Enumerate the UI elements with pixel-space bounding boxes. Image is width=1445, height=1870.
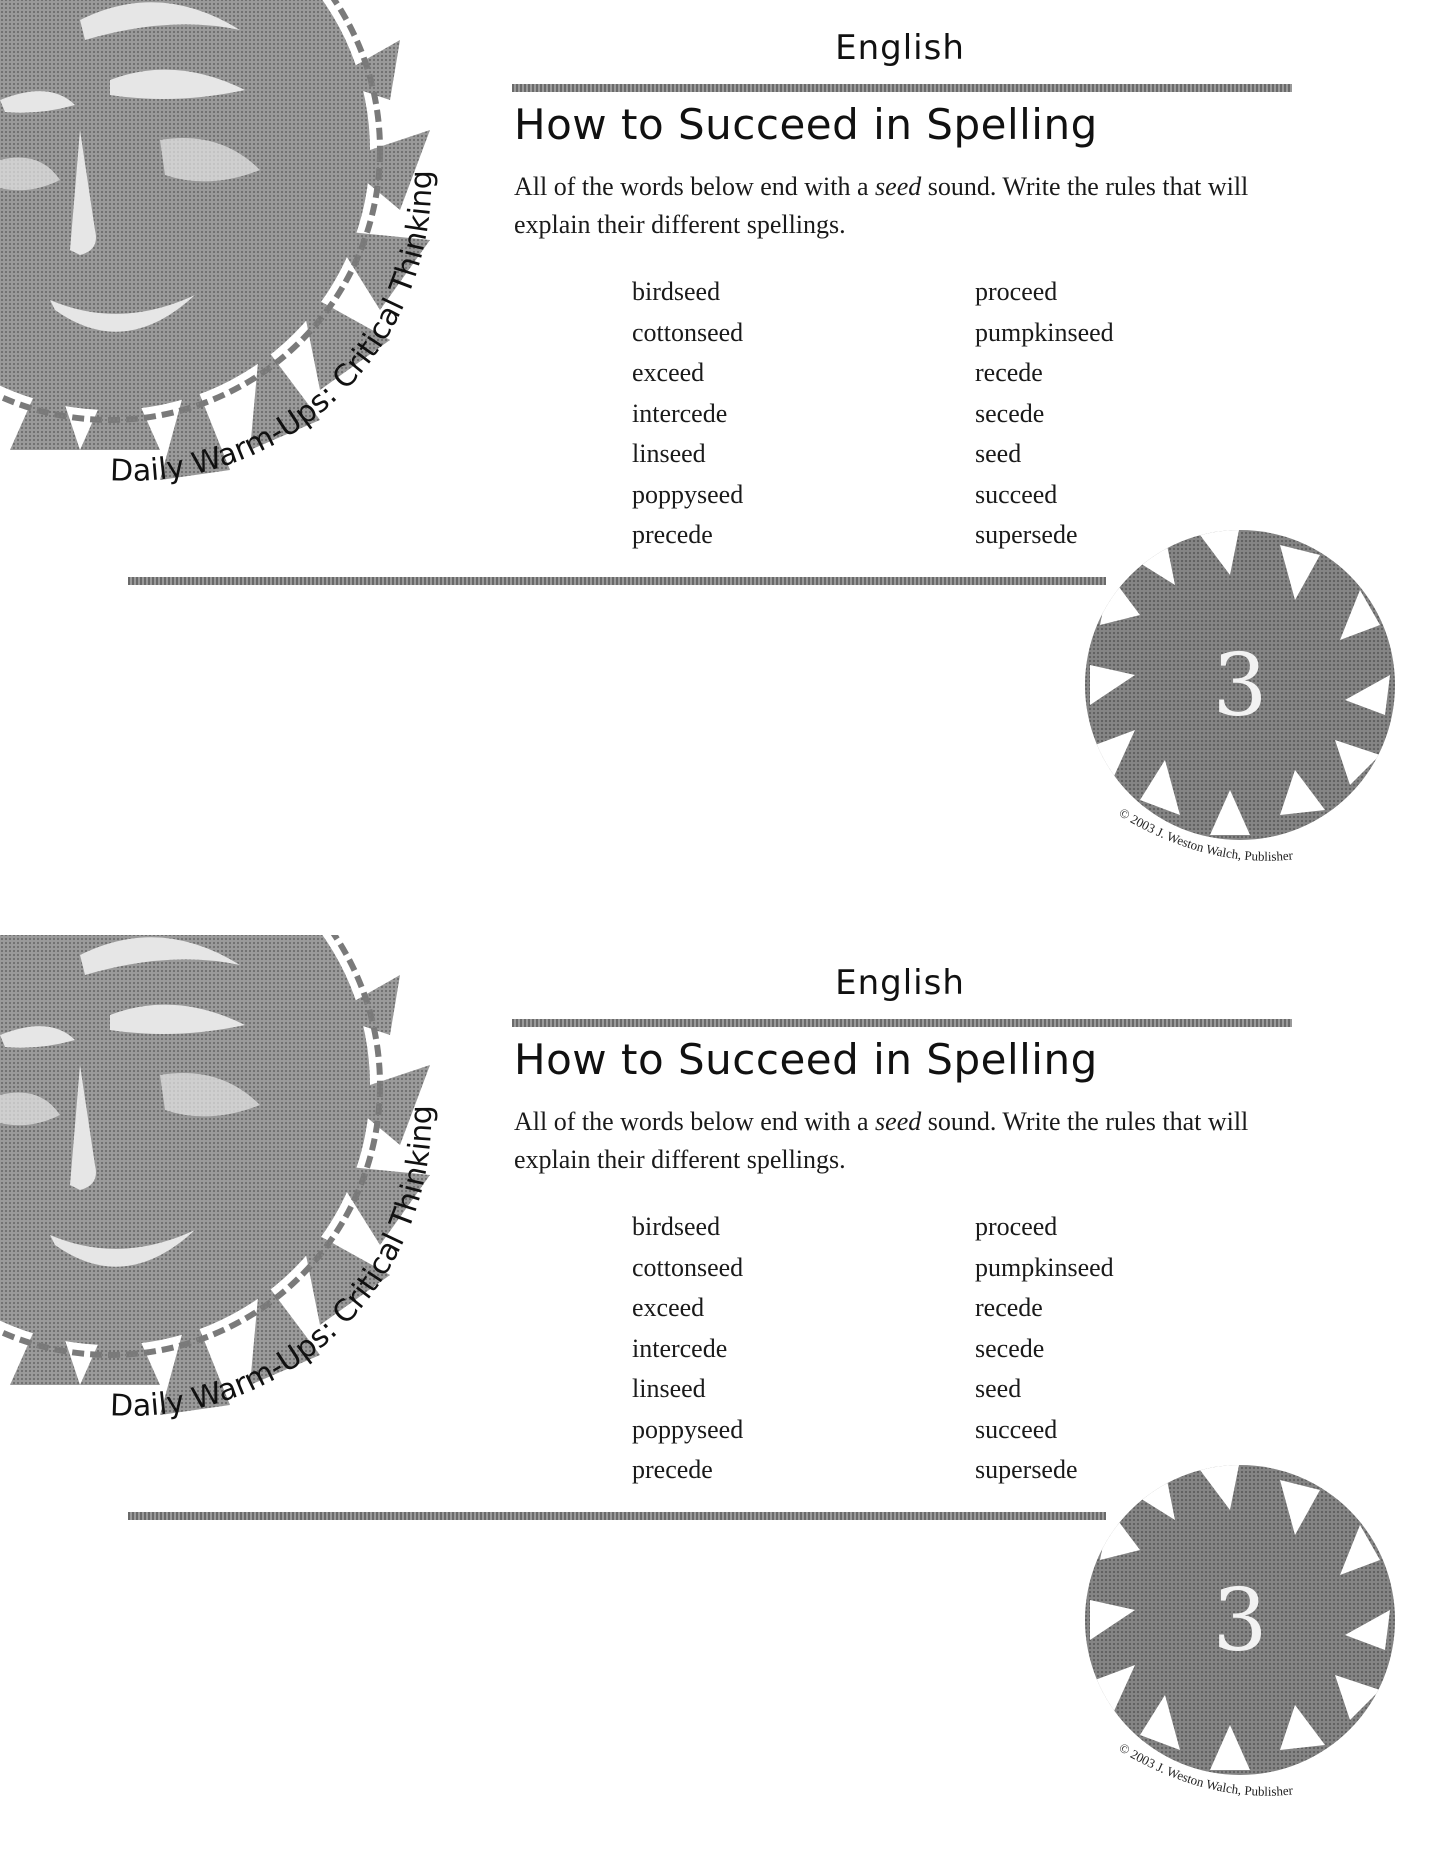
word-item: seed <box>975 1374 1022 1403</box>
heading-rule <box>512 1019 1292 1027</box>
word-item: linseed <box>632 1374 706 1403</box>
word-item: pumpkinseed <box>975 317 1114 347</box>
word-item: linseed <box>632 439 706 468</box>
series-label <box>0 0 520 510</box>
page-title: How to Succeed in Spelling <box>514 1035 1098 1084</box>
series-label-text: Daily Warm-Ups: Critical Thinking <box>109 1105 440 1424</box>
word-item: recede <box>975 358 1043 387</box>
word-list-right <box>975 1207 1114 1491</box>
badge-number: 3 <box>1212 1571 1268 1671</box>
word-item: cottonseed <box>632 317 744 347</box>
number-sun-badge <box>1080 515 1400 875</box>
word-item: birdseed <box>632 277 721 306</box>
word-item: cottonseed <box>632 1252 744 1282</box>
word-item: intercede <box>632 1333 728 1363</box>
word-item: proceed <box>975 1212 1058 1241</box>
instructions <box>514 1103 1294 1179</box>
number-sun-badge <box>1080 1450 1400 1810</box>
instructions-text-start: All of the words below end with a <box>514 172 876 201</box>
instructions-emphasis: seed <box>875 1107 922 1136</box>
section-rule <box>128 577 1106 585</box>
word-item: supersede <box>975 520 1078 549</box>
section-rule <box>128 1512 1106 1520</box>
instructions <box>514 168 1294 244</box>
instructions-emphasis: seed <box>875 172 922 201</box>
word-item: intercede <box>632 398 728 428</box>
word-item: succeed <box>975 479 1058 509</box>
word-item: poppyseed <box>632 1414 744 1444</box>
word-item: secede <box>975 1333 1045 1363</box>
word-list-left <box>632 1207 743 1491</box>
word-list-right <box>975 272 1114 556</box>
word-item: exceed <box>632 358 705 387</box>
page-title: How to Succeed in Spelling <box>514 100 1098 149</box>
word-item: seed <box>975 439 1022 468</box>
subject-heading: English <box>835 963 965 1003</box>
word-item: precede <box>632 1455 713 1484</box>
copyright-text: © 2003 J. Weston Walch, Publisher <box>1116 1739 1294 1799</box>
word-list-left <box>632 272 743 556</box>
word-item: precede <box>632 520 713 549</box>
instructions-text-end: sound. Write the rules that will explain their different spellings. <box>514 172 1249 239</box>
series-label-text: Daily Warm-Ups: Critical Thinking <box>109 170 440 489</box>
svg-text:Daily Warm-Ups: Critical Think <box>110 170 440 489</box>
word-item: pumpkinseed <box>975 1252 1114 1282</box>
word-item: recede <box>975 1293 1043 1322</box>
warmup-card-2 <box>0 935 1445 1870</box>
instructions-text-start: All of the words below end with a <box>514 1107 876 1136</box>
word-item: succeed <box>975 1414 1058 1444</box>
word-item: secede <box>975 398 1045 428</box>
word-item: proceed <box>975 277 1058 306</box>
word-item: birdseed <box>632 1212 721 1241</box>
subject-heading: English <box>835 28 965 68</box>
word-item: exceed <box>632 1293 705 1322</box>
series-label <box>0 935 520 1445</box>
heading-rule <box>512 84 1292 92</box>
word-item: poppyseed <box>632 479 744 509</box>
instructions-text-end: sound. Write the rules that will explain their different spellings. <box>514 1107 1249 1174</box>
word-item: supersede <box>975 1455 1078 1484</box>
badge-number: 3 <box>1212 636 1268 736</box>
copyright-text: © 2003 J. Weston Walch, Publisher <box>1116 804 1294 864</box>
svg-text:Daily Warm-Ups: Critical Think <box>110 1105 440 1424</box>
